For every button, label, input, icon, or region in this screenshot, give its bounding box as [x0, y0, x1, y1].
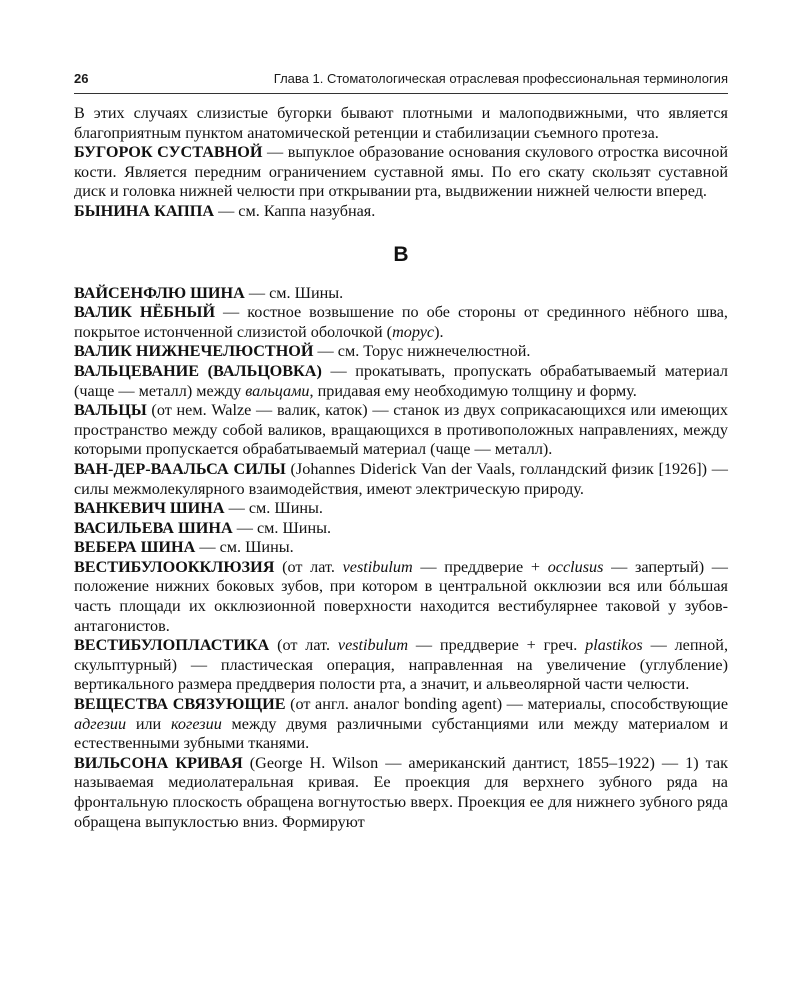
entry-text: (Johannes Diderick Van der Vaals, голландский физик [1926]) — силы межмолекулярного взаимодействия, имеют электрическую природу. — [74, 459, 728, 498]
page-number: 26 — [74, 71, 89, 86]
entry-term: ВЕСТИБУЛООККЛЮЗИЯ — [74, 557, 275, 576]
entry-text: — см. Каппа назубная. — [214, 201, 376, 220]
entry-text: — выпуклое образование основания скулового отростка височной кости. Является передним ограничением суставной ямы. По его скату скользят суставной диск и головка нижней челюсти при открывании рта, выдвижении нижней челюсти вперед. — [74, 143, 728, 201]
entry-text: — см. Шины. — [195, 538, 294, 557]
entry-term: ВЕЩЕСТВА СВЯЗУЮЩИЕ — [74, 695, 286, 714]
entry-term: ВИЛЬСОНА КРИВАЯ — [74, 753, 243, 772]
entry-paragraph — [74, 519, 728, 539]
entry-term: БУГОРОК СУСТАВНОЙ — [74, 143, 263, 162]
entry-paragraph — [74, 636, 728, 695]
entry-term: ВАЛЬЦЫ — [74, 401, 147, 420]
entry-text: — см. Шины. — [244, 283, 344, 302]
entry-term: БЫНИНА КАППА — [74, 201, 215, 220]
entry-italic: vestibulum — [337, 636, 409, 655]
entry-text: — запертый) — положение нижних боковых зубов, при котором в центральной окклюзии вся или бóльшая часть площади их окклюзионной поверхности находится вестибулярнее таковой у зубов-антагонистов. — [74, 557, 728, 635]
entry-text: (от англ. аналог bonding agent) — материалы, способствующие — [285, 695, 728, 714]
entry-text: (George H. Wilson — американский дантист, 1855–1922) — 1) так называемая медиолатеральная кривая. Ее проекция для верхнего зубного ряда на фронтальную плоскость обращена вогнутостью вверх. Проекция ее для нижнего зубного ряда обращена выпуклостью вниз. Формируют — [74, 753, 729, 831]
chapter-title: Глава 1. Стоматологическая отраслевая профессиональная терминология — [273, 71, 728, 86]
entry-paragraph — [74, 499, 728, 519]
entry-text: — преддверие + греч. — [408, 636, 586, 655]
entry-paragraph — [74, 558, 728, 636]
entry-term: ВАЛЬЦЕВАНИЕ (ВАЛЬЦОВКА) — [74, 361, 322, 380]
entry-paragraph — [74, 342, 728, 362]
entry-paragraph — [74, 143, 728, 202]
entry-italic: vestibulum — [342, 557, 413, 576]
entry-text: или — [126, 714, 171, 733]
entry-paragraph — [74, 202, 728, 222]
entry-text: — см. Шины. — [232, 518, 332, 537]
entry-italic: plastikos — [585, 636, 643, 655]
entry-paragraph — [74, 284, 728, 304]
entry-paragraph — [74, 104, 728, 143]
entry-term: ВАНКЕВИЧ ШИНА — [74, 499, 225, 518]
entry-text: — прокатывать, пропускать обрабатываемый материал (чаще — металл) между — [74, 361, 728, 400]
entry-text: — см. Шины. — [224, 499, 323, 518]
entry-italic: торус — [392, 322, 435, 341]
page-body — [74, 104, 728, 832]
header-rule — [74, 93, 728, 94]
entry-text: — костное возвышение по обе стороны от срединного нёбного шва, покрытое истонченной слизистой оболочкой ( — [74, 303, 728, 341]
entry-italic: когезии — [170, 714, 222, 733]
entry-paragraph — [74, 460, 728, 499]
entry-term: ВЕБЕРА ШИНА — [74, 538, 196, 557]
entry-text: — лепной, скульптурный) — пластическая операция, направленная на увеличение (углубление) вертикального размера преддверия полости рта, а значит, и альвеолярной части челюсти. — [74, 636, 728, 694]
entry-italic: occlusus — [547, 557, 604, 576]
entry-term: ВАН-ДЕР-ВААЛЬСА СИЛЫ — [74, 459, 286, 478]
running-header — [74, 71, 728, 89]
entry-text: , придавая ему необходимую толщину и форму. — [309, 381, 637, 400]
entry-text: (от лат. — [269, 636, 338, 655]
entry-text: — преддверие + — [412, 557, 548, 576]
entry-text: (от лат. — [274, 557, 343, 576]
entry-paragraph — [74, 401, 728, 460]
entry-italic: адгезии — [74, 714, 127, 733]
entry-term: ВАЛИК НИЖНЕЧЕЛЮСТНОЙ — [74, 342, 314, 361]
entry-text: В этих случаях слизистые бугорки бывают плотными и малоподвижными, что является благоприятным пунктом анатомической ретенции и стабилизации съемного протеза. — [74, 104, 728, 142]
entry-italic: вальцами — [245, 381, 310, 400]
entry-term: ВЕСТИБУЛОПЛАСТИКА — [74, 636, 270, 655]
entry-term: ВАЛИК НЁБНЫЙ — [74, 303, 216, 322]
entry-paragraph — [74, 754, 728, 832]
section-letter: В — [393, 242, 409, 266]
entry-text: — см. Торус нижнечелюстной. — [313, 342, 531, 361]
entry-paragraph — [74, 695, 728, 754]
entry-text: (от нем. Walze — валик, каток) — станок из двух соприкасающихся или имеющих пространство между собой валиков, вращающихся в противоположных направлениях, между которыми пропускается обрабатываемый материал (чаще — металл). — [74, 401, 728, 459]
entry-paragraph — [74, 538, 728, 558]
entry-text: ). — [434, 322, 444, 341]
entry-paragraph — [74, 362, 728, 401]
entry-text: между двумя различными субстанциями или между материалом и естественными зубными тканями. — [74, 714, 729, 753]
entry-paragraph — [74, 303, 728, 342]
entry-term: ВАЙСЕНФЛЮ ШИНА — [74, 283, 245, 302]
entry-term: ВАСИЛЬЕВА ШИНА — [74, 518, 233, 537]
